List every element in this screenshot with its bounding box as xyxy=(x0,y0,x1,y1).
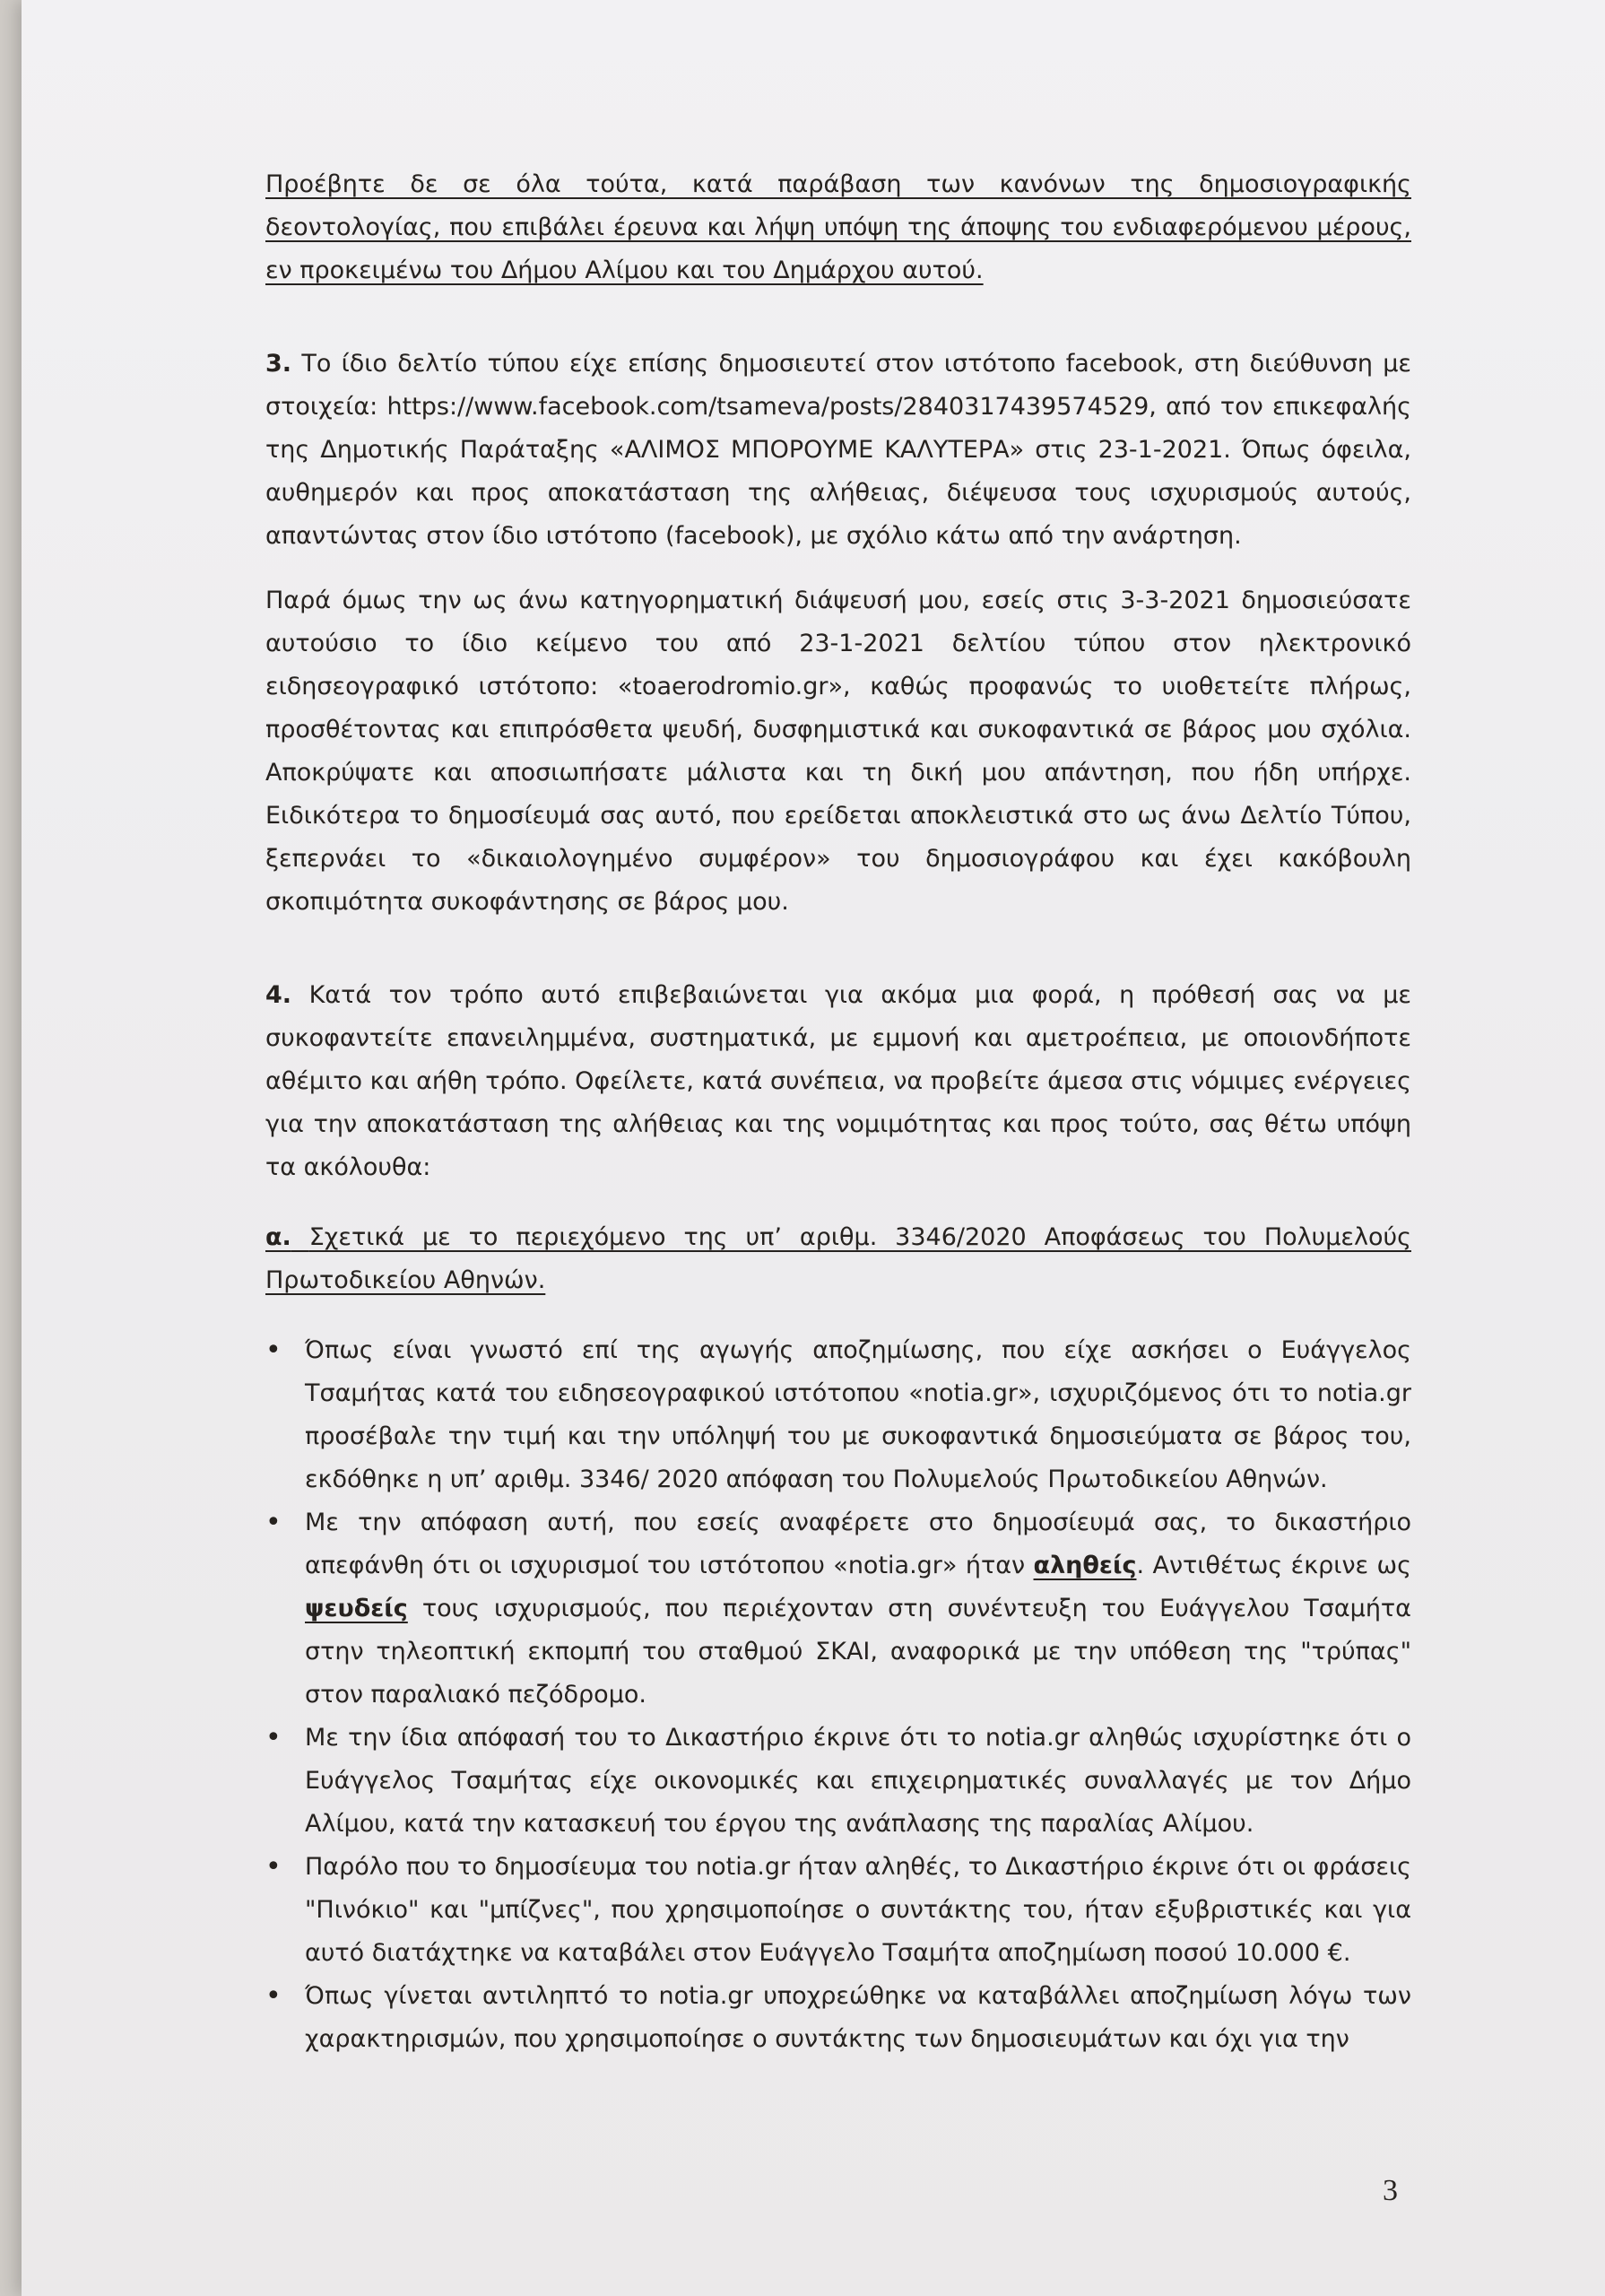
emphasis-false: ψευδείς xyxy=(305,1595,408,1622)
document-page xyxy=(22,0,1605,2296)
section-3-text: Το ίδιο δελτίο τύπου είχε επίσης δημοσιευτεί στον ιστότοπο facebook, στη διεύθυνση με στοιχεία: https://www.facebook.com/tsameva/posts/2840317439574529, από τον επικεφαλής της Δημοτικής Παράταξης «ΑΛΙΜΟΣ ΜΠΟΡΟΥΜΕ ΚΑΛΥΤΕΡΑ» στις 23-1-2021. Όπως όφειλα, αυθημερόν και προς αποκατάσταση της αλήθειας, διέψευσα τους ισχυρισμούς αυτούς, απαντώντας στον ίδιο ιστότοπο (facebook), με σχόλιο κάτω από την ανάρτηση. xyxy=(265,350,1411,550)
list-item: • Όπως είναι γνωστό επί της αγωγής αποζημίωσης, που είχε ασκήσει ο Ευάγγελος Τσαμήτας κατά του ειδησεογραφικού ιστότοπου «notia.gr», ισχυριζόμενος ότι το notia.gr προσέβαλε την τιμή και την υπόληψή του με συκοφαντικά δημοσιεύματα σε βάρος του, εκδόθηκε η υπ’ αριθμ. 3346/ 2020 απόφαση του Πολυμελούς Πρωτοδικείου Αθηνών. xyxy=(265,1329,1411,1501)
subheading-a-label: α. xyxy=(265,1223,291,1251)
findings-list xyxy=(265,1329,1411,2061)
section-3-paragraph xyxy=(265,343,1411,558)
subheading-a xyxy=(265,1216,1411,1302)
subheading-a-text: Σχετικά με το περιεχόμενο της υπ’ αριθμ. 3346/2020 Αποφάσεως του Πολυμελούς Πρωτοδικείου Αθηνών. xyxy=(265,1223,1411,1294)
page-number: 3 xyxy=(1383,2174,1398,2207)
section-4-paragraph xyxy=(265,974,1411,1189)
section-4-number: 4. xyxy=(265,981,292,1009)
list-item: • Παρόλο που το δημοσίευμα του notia.gr ήταν αληθές, το Δικαστήριο έκρινε ότι οι φράσεις "Πινόκιο" και "μπίζνες", που χρησιμοποίησε ο συντάκτης του, ήταν εξυβριστικές και για αυτό διατάχτηκε να καταβάλει στον Ευάγγελο Τσαμήτα αποζημίωση ποσού 10.000 €. xyxy=(265,1846,1411,1975)
section-3-number: 3. xyxy=(265,350,292,378)
list-item: • Με την ίδια απόφασή του το Δικαστήριο έκρινε ότι το notia.gr αληθώς ισχυρίστηκε ότι ο Ευάγγελος Τσαμήτας είχε οικονομικές και επιχειρηματικές συναλλαγές με τον Δήμο Αλίμου, κατά την κατασκευή του έργου της ανάπλασης της παραλίας Αλίμου. xyxy=(265,1717,1411,1846)
list-item: • Με την απόφαση αυτή, που εσείς αναφέρετε στο δημοσίευμά σας, το δικαστήριο απεφάνθη ότι οι ισχυρισμοί του ιστότοπου «notia.gr» ήταν αληθείς. Αντιθέτως έκρινε ως ψευδείς τους ισχυρισμούς, που περιέχονταν στη συνέντευξη του Ευάγγελου Τσαμήτα στην τηλεοπτική εκπομπή του σταθμού ΣΚΑΙ, αναφορικά με την υπόθεση της "τρύπας" στον παραλιακό πεζόδρομο. xyxy=(265,1501,1411,1717)
document-body xyxy=(265,163,1411,2061)
intro-paragraph: Προέβητε δε σε όλα τούτα, κατά παράβαση των κανόνων της δημοσιογραφικής δεοντολογίας, που επιβάλει έρευνα και λήψη υπόψη της άποψης του ενδιαφερόμενου μέρους, εν προκειμένω του Δήμου Αλίμου και του Δημάρχου αυτού. xyxy=(265,170,1411,284)
section-3-paragraph-2: Παρά όμως την ως άνω κατηγορηματική διάψευσή μου, εσείς στις 3-3-2021 δημοσιεύσατε αυτούσιο το ίδιο κείμενο του από 23-1-2021 δελτίου τύπου στον ηλεκτρονικό ειδησεογραφικό ιστότοπο: «toaerodromio.gr», καθώς προφανώς το υιοθετείτε πλήρως, προσθέτοντας και επιπρόσθετα ψευδή, δυσφημιστικά και συκοφαντικά σε βάρος μου σχόλια. Αποκρύψατε και αποσιωπήσατε μάλιστα και τη δική μου απάντηση, που ήδη υπήρχε. Ειδικότερα το δημοσίευμά σας αυτό, που ερείδεται αποκλειστικά στο ως άνω Δελτίο Τύπου, ξεπερνάει το «δικαιολογημένο συμφέρον» του δημοσιογράφου και έχει κακόβουλη σκοπιμότητα συκοφάντησης σε βάρος μου. xyxy=(265,587,1411,916)
list-item: • Όπως γίνεται αντιληπτό το notia.gr υποχρεώθηκε να καταβάλλει αποζημίωση λόγω των χαρακτηρισμών, που χρησιμοποίησε ο συντάκτης των δημοσιευμάτων και όχι για την xyxy=(265,1975,1411,2061)
emphasis-true: αληθείς xyxy=(1033,1552,1137,1579)
section-4-text: Κατά τον τρόπο αυτό επιβεβαιώνεται για ακόμα μια φορά, η πρόθεσή σας να με συκοφαντείτε επανειλημμένα, συστηματικά, με εμμονή και αμετροέπεια, με οποιονδήποτε αθέμιτο και αήθη τρόπο. Οφείλετε, κατά συνέπεια, να προβείτε άμεσα στις νόμιμες ενέργειες για την αποκατάσταση της αλήθειας και της νομιμότητας και προς τούτο, σας θέτω υπόψη τα ακόλουθα: xyxy=(265,981,1411,1181)
